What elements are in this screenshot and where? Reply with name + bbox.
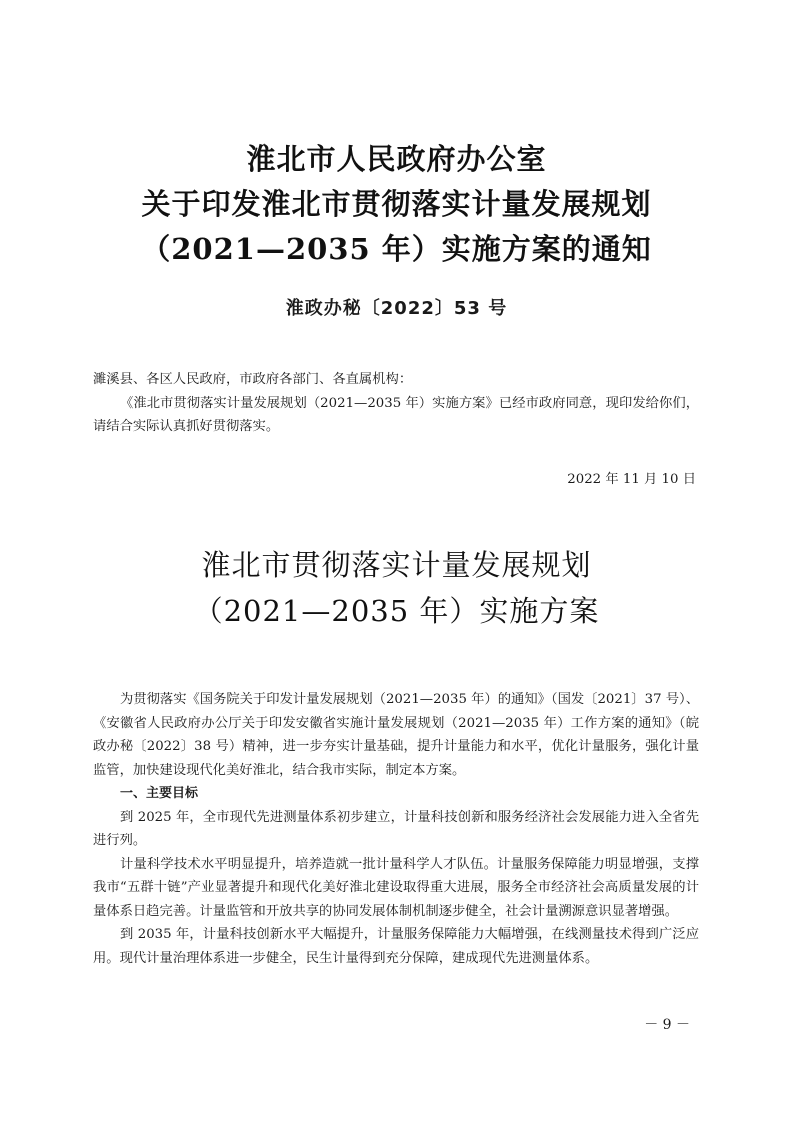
notice-title-line-1: 淮北市人民政府办公室 (246, 142, 547, 176)
notice-title-line-3: （2021—2035 年）实施方案的通知 (141, 232, 652, 266)
goal-paragraph-2035: 到 2035 年，计量科技创新水平大幅提升，计量服务保障能力大幅增强，在线测量技术得到广泛应用。现代计量治理体系进一步健全，民生计量得到充分保障，建成现代先进测量体系。 (93, 927, 699, 966)
notice-body (93, 368, 699, 439)
plan-body (93, 688, 699, 970)
section-heading-main-goals: 一、主要目标 (120, 786, 199, 801)
notice-title (0, 137, 793, 272)
plan-title (0, 542, 793, 634)
recipients-line: 濉溪县、各区人民政府，市政府各部门、各直属机构： (93, 372, 413, 387)
notice-title-line-2: 关于印发淮北市贯彻落实计量发展规划 (141, 187, 652, 221)
plan-title-line-2: （2021—2035 年）实施方案 (193, 594, 600, 628)
plan-title-line-1: 淮北市贯彻落实计量发展规划 (201, 548, 592, 582)
plan-intro-paragraph: 为贯彻落实《国务院关于印发计量发展规划（2021—2035 年）的通知》（国发〔2021〕37 号）、《安徽省人民政府办公厅关于印发安徽省实施计量发展规划（2021—2035 年）工作方案的通知》（皖政办秘〔2022〕38 号）精神，进一步夯实计量基础，提升计量能力和水平，优化计量服务，强化计量监管，加快建设现代化美好淮北，结合我市实际，制定本方案。 (93, 692, 699, 778)
page-number: － 9 － (644, 1017, 690, 1033)
notice-paragraph: 《淮北市贯彻落实计量发展规划（2021—2035 年）实施方案》已经市政府同意，现印发给你们，请结合实际认真抓好贯彻落实。 (93, 395, 699, 434)
issue-date: 2022 年 11 月 10 日 (567, 472, 696, 487)
goal-paragraph-details: 计量科学技术水平明显提升，培养造就一批计量科学人才队伍。计量服务保障能力明显增强，支撑我市“五群十链”产业显著提升和现代化美好淮北建设取得重大进展，服务全市经济社会高质量发展的计量体系日趋完善。计量监管和开放共享的协同发展体制机制逐步健全，社会计量溯源意识显著增强。 (93, 856, 699, 919)
goal-paragraph-2025: 到 2025 年，全市现代先进测量体系初步建立，计量科技创新和服务经济社会发展能力进入全省先进行列。 (93, 809, 699, 848)
document-number: 淮政办秘〔2022〕53 号 (285, 298, 508, 319)
